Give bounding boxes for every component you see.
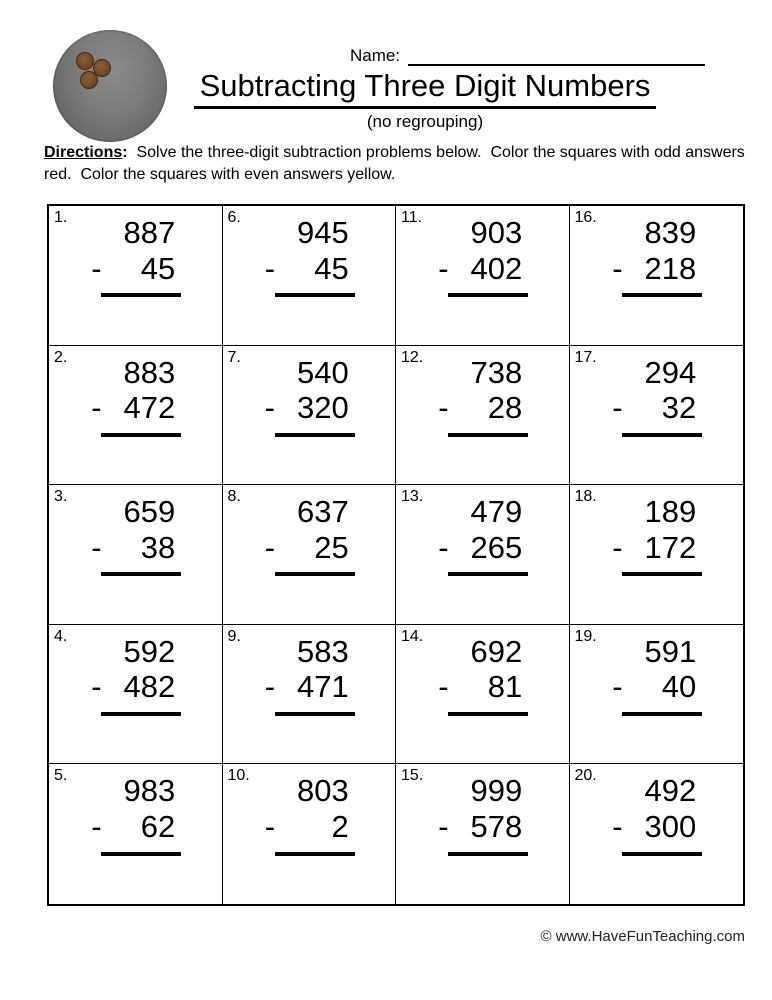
answer-line [448, 852, 528, 856]
minuend: 479 [470, 494, 523, 530]
directions-colon: : [122, 144, 128, 161]
subtraction-problem [610, 355, 702, 437]
minuend: 887 [123, 215, 176, 250]
problem-number: 6. [227, 209, 241, 226]
problem-number: 10. [227, 767, 250, 785]
problem-number: 12. [401, 348, 424, 366]
minuend: 591 [644, 633, 697, 669]
minuend: 294 [644, 354, 697, 390]
problem-cell-2 [49, 346, 223, 486]
problem-cell-5 [49, 764, 223, 904]
directions-text: Solve the three-digit subtraction problems below. Color the squares with odd answers red. Color the squares with even answers yellow. [44, 144, 750, 183]
minus-sign: - [91, 809, 102, 845]
problem-number: 16. [574, 209, 597, 226]
problem-number: 7. [227, 348, 241, 366]
problem-cell-19 [570, 625, 744, 765]
minus-sign: - [91, 529, 102, 565]
minus-sign: - [438, 250, 449, 286]
subtraction-problem [610, 634, 702, 716]
subtraction-problem [89, 215, 181, 297]
subtraction-problem [89, 773, 181, 855]
subtrahend: 45 [314, 250, 349, 286]
subtraction-problem [436, 773, 528, 855]
answer-line [622, 572, 702, 576]
problem-cell-3 [49, 485, 223, 625]
minus-sign: - [612, 669, 623, 705]
problem-cell-20 [570, 764, 744, 904]
problem-cell-11 [396, 206, 570, 346]
minus-sign: - [264, 529, 276, 565]
problem-number: 17. [574, 348, 597, 366]
name-blank-line [408, 48, 705, 66]
subtraction-problem [610, 494, 702, 576]
problem-number: 5. [54, 767, 68, 785]
answer-line [448, 433, 528, 437]
subtrahend: 40 [661, 669, 697, 705]
answer-line [101, 572, 181, 576]
name-row [350, 46, 705, 66]
page-subtitle: (no regrouping) [366, 111, 484, 131]
subtrahend: 472 [123, 390, 176, 426]
problem-number: 4. [54, 627, 68, 645]
minuend: 738 [470, 354, 523, 390]
subtraction-problem [263, 634, 355, 716]
minuend: 659 [123, 494, 176, 530]
subtraction-problem [263, 215, 355, 297]
copyright-text: © www.HaveFunTeaching.com [540, 928, 745, 945]
problem-cell-17 [570, 346, 744, 486]
minus-sign: - [91, 669, 102, 705]
problem-cell-10 [223, 764, 397, 904]
subtraction-problem [263, 773, 355, 855]
subtraction-problem [436, 355, 528, 437]
problem-number: 19. [574, 627, 597, 645]
problem-cell-9 [223, 625, 397, 765]
answer-line [448, 293, 528, 297]
answer-line [101, 712, 181, 716]
problem-cell-15 [396, 764, 570, 904]
problem-cell-6 [223, 206, 397, 346]
problem-cell-4 [49, 625, 223, 765]
minus-sign: - [612, 390, 623, 426]
minus-sign: - [612, 529, 623, 565]
subtrahend: 578 [470, 809, 523, 845]
minus-sign: - [264, 809, 276, 845]
minus-sign: - [91, 250, 102, 286]
subtraction-problem [610, 773, 702, 855]
problem-cell-18 [570, 485, 744, 625]
finger-hole-icon [76, 52, 94, 70]
minus-sign: - [612, 250, 623, 286]
subtrahend: 62 [140, 809, 176, 845]
problem-number: 15. [401, 767, 424, 785]
problem-cell-14 [396, 625, 570, 765]
answer-line [101, 852, 181, 856]
answer-line [448, 572, 528, 576]
minuend: 540 [297, 354, 349, 390]
subtrahend: 320 [297, 390, 349, 426]
minuend: 189 [644, 494, 697, 530]
minus-sign: - [438, 529, 449, 565]
subtrahend: 2 [331, 809, 349, 845]
minuend: 492 [644, 773, 697, 809]
subtrahend: 482 [123, 669, 176, 705]
answer-line [275, 852, 355, 856]
problem-cell-8 [223, 485, 397, 625]
problem-cell-13 [396, 485, 570, 625]
problem-number: 13. [401, 488, 424, 506]
minuend: 903 [470, 215, 523, 250]
answer-line [448, 712, 528, 716]
answer-line [622, 852, 702, 856]
subtraction-problem [89, 494, 181, 576]
subtrahend: 172 [644, 529, 697, 565]
answer-line [275, 572, 355, 576]
subtraction-problem [436, 215, 528, 297]
answer-line [101, 433, 181, 437]
problem-number: 1. [54, 209, 68, 226]
subtrahend: 38 [140, 529, 176, 565]
directions-label: Directions [44, 144, 123, 161]
subtrahend: 28 [487, 390, 523, 426]
problem-cell-16 [570, 206, 744, 346]
answer-line [622, 293, 702, 297]
subtrahend: 300 [644, 809, 697, 845]
subtraction-problem [436, 634, 528, 716]
problem-cell-12 [396, 346, 570, 486]
minus-sign: - [264, 390, 276, 426]
minuend: 637 [297, 494, 349, 530]
minus-sign: - [612, 809, 623, 845]
answer-line [275, 712, 355, 716]
minuend: 945 [297, 215, 349, 250]
minuend: 983 [123, 773, 176, 809]
problem-number: 8. [227, 488, 241, 506]
subtraction-problem [436, 494, 528, 576]
answer-line [622, 433, 702, 437]
subtraction-problem [89, 634, 181, 716]
problem-number: 3. [54, 488, 68, 506]
subtraction-problem [263, 355, 355, 437]
problem-cell-1 [49, 206, 223, 346]
minuend: 803 [297, 773, 349, 809]
minus-sign: - [438, 669, 449, 705]
minuend: 583 [297, 633, 349, 669]
minus-sign: - [264, 250, 276, 286]
subtrahend: 45 [140, 250, 176, 286]
problem-number: 14. [401, 627, 424, 645]
minus-sign: - [91, 390, 102, 426]
minus-sign: - [264, 669, 276, 705]
name-label: Name: [350, 46, 401, 65]
answer-line [275, 433, 355, 437]
minuend: 883 [123, 354, 176, 390]
page-title: Subtracting Three Digit Numbers [194, 70, 657, 109]
subtrahend: 471 [297, 669, 349, 705]
subtrahend: 265 [470, 529, 523, 565]
subtrahend: 32 [661, 390, 697, 426]
subtrahend: 81 [487, 669, 523, 705]
directions [44, 142, 749, 185]
minus-sign: - [438, 390, 449, 426]
subtraction-problem [89, 355, 181, 437]
problem-number: 2. [54, 348, 68, 366]
subtrahend: 402 [470, 250, 523, 286]
answer-line [101, 293, 181, 297]
problems-grid [47, 204, 745, 906]
subtraction-problem [263, 494, 355, 576]
minuend: 839 [644, 215, 697, 250]
answer-line [622, 712, 702, 716]
problem-number: 18. [574, 488, 597, 506]
problem-number: 9. [227, 627, 241, 645]
minuend: 592 [123, 633, 176, 669]
minuend: 692 [470, 633, 523, 669]
subtraction-problem [610, 215, 702, 297]
problem-cell-7 [223, 346, 397, 486]
minuend: 999 [470, 773, 523, 809]
subtrahend: 218 [644, 250, 697, 286]
minus-sign: - [438, 809, 449, 845]
problem-number: 11. [401, 209, 423, 226]
title-block [120, 70, 730, 132]
subtrahend: 25 [314, 529, 349, 565]
answer-line [275, 293, 355, 297]
problem-number: 20. [574, 767, 597, 785]
finger-hole-icon [80, 71, 98, 89]
